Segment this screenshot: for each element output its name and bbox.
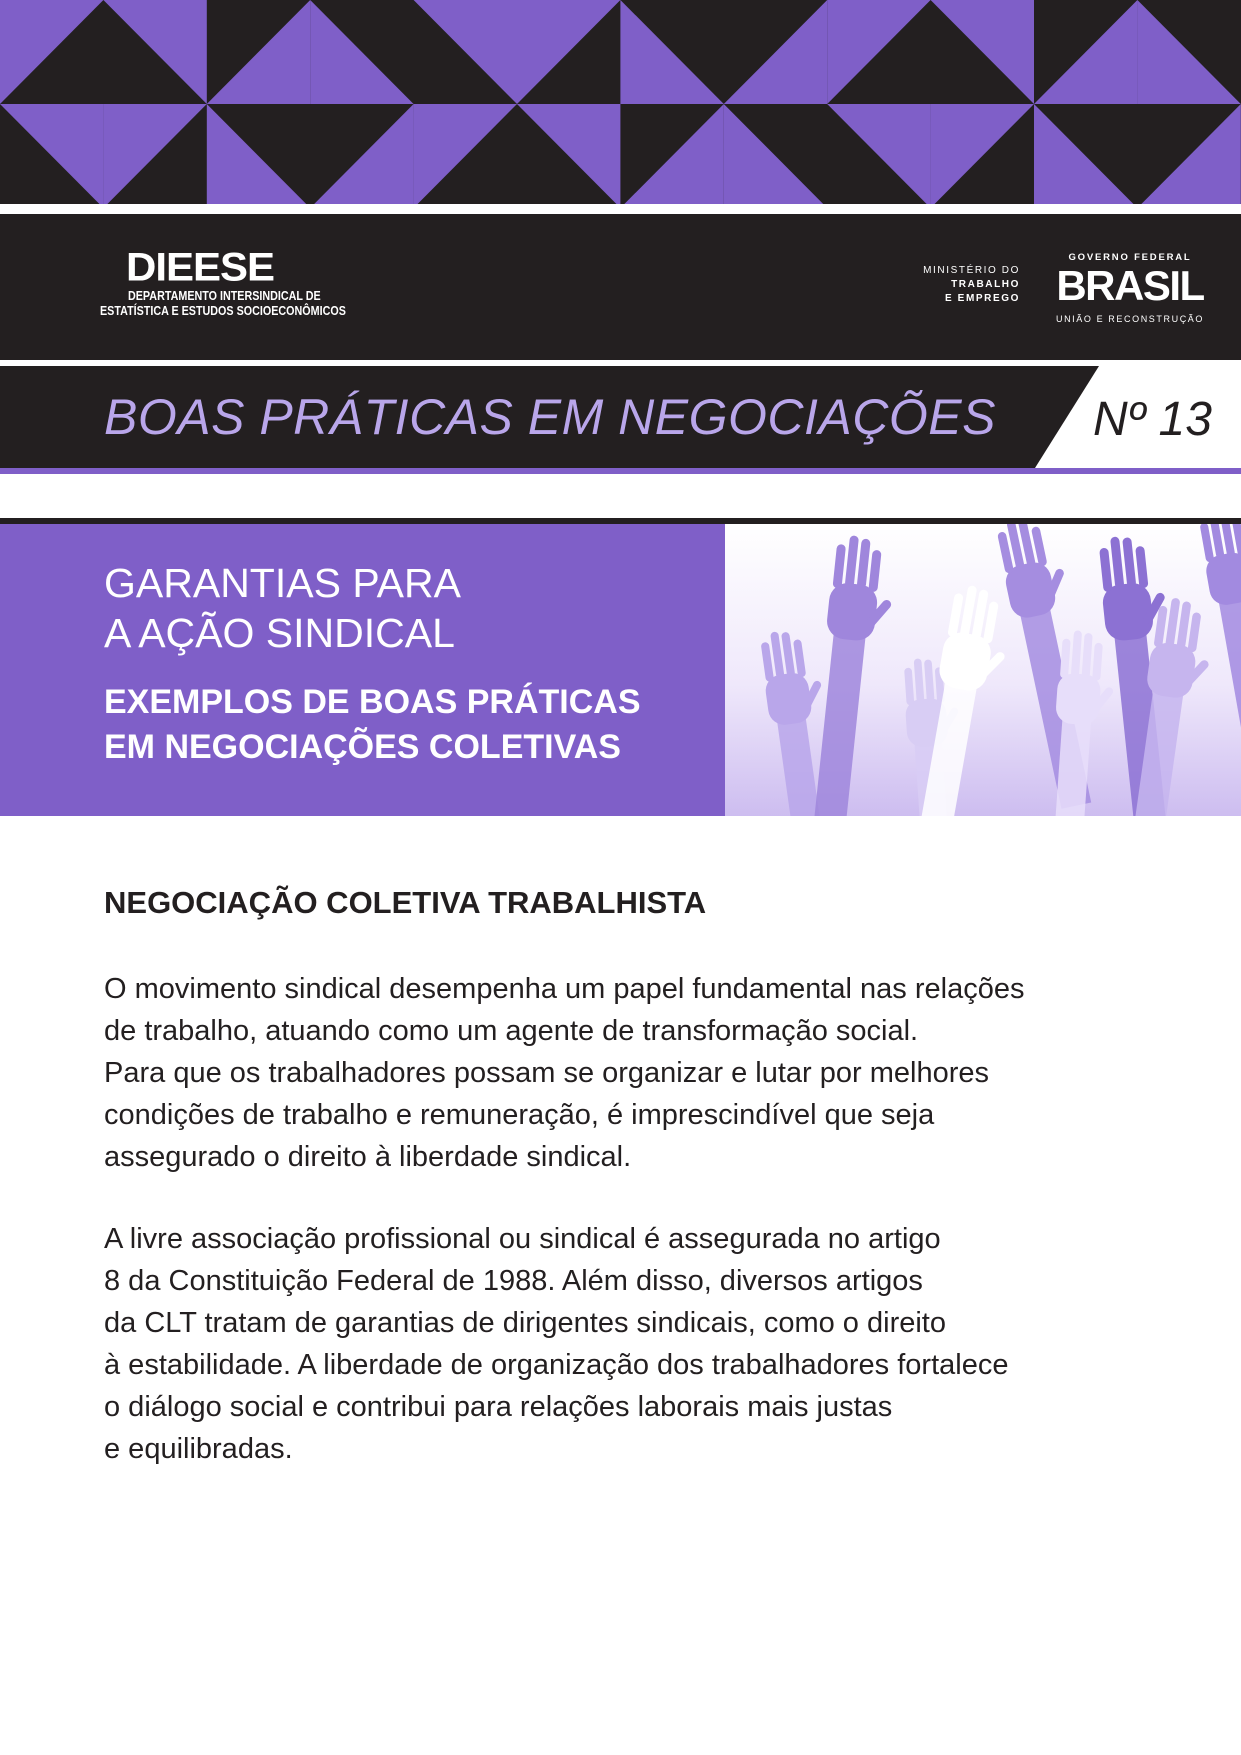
paragraph-2 bbox=[104, 1218, 1008, 1470]
government-top-text: GOVERNO FEDERAL bbox=[1068, 252, 1192, 263]
hero-subtitle-line-2: EM NEGOCIAÇÕES COLETIVAS bbox=[104, 728, 621, 766]
hero-title bbox=[104, 558, 461, 658]
hero-title-line-2: A AÇÃO SINDICAL bbox=[104, 610, 455, 656]
paragraph-2-line: o diálogo social e contribui para relações laborais mais justas bbox=[104, 1391, 893, 1423]
paragraph-1-line: Para que os trabalhadores possam se organizar e lutar por melhores bbox=[104, 1057, 989, 1089]
raised-hands-image bbox=[725, 524, 1241, 816]
ministry-logo bbox=[880, 264, 1020, 306]
ministry-line-3: E EMPREGO bbox=[945, 293, 1020, 304]
hero-subtitle bbox=[104, 680, 641, 770]
paragraph-2-line: e equilibradas. bbox=[104, 1433, 293, 1465]
dieese-logo-text: DIEESE bbox=[126, 244, 275, 289]
decorative-triangle-pattern bbox=[0, 0, 1241, 208]
dieese-subtitle-line-2: ESTATÍSTICA E ESTUDOS SOCIOECONÔMICOS bbox=[100, 304, 346, 318]
ministry-line-1: MINISTÉRIO DO bbox=[923, 265, 1020, 276]
paragraph-2-line: da CLT tratam de garantias de dirigentes sindicais, como o direito bbox=[104, 1307, 946, 1339]
dieese-subtitle-line-1: DEPARTAMENTO INTERSINDICAL DE bbox=[128, 289, 321, 303]
government-logo-text: BRASIL bbox=[1056, 262, 1204, 309]
paragraph-1-line: assegurado o direito à liberdade sindical. bbox=[104, 1141, 632, 1173]
paragraph-2-line: A livre associação profissional ou sindical é assegurada no artigo bbox=[104, 1223, 941, 1255]
hero-subtitle-line-1: EXEMPLOS DE BOAS PRÁTICAS bbox=[104, 683, 641, 721]
ministry-line-2: TRABALHO bbox=[951, 279, 1020, 290]
paragraph-1-line: condições de trabalho e remuneração, é imprescindível que seja bbox=[104, 1099, 935, 1131]
paragraph-2-line: 8 da Constituição Federal de 1988. Além disso, diversos artigos bbox=[104, 1265, 923, 1297]
section-heading: NEGOCIAÇÃO COLETIVA TRABALHISTA bbox=[104, 885, 707, 920]
hero-title-line-1: GARANTIAS PARA bbox=[104, 560, 461, 606]
series-title: BOAS PRÁTICAS EM NEGOCIAÇÕES bbox=[104, 389, 996, 445]
paragraph-2-line: à estabilidade. A liberdade de organização dos trabalhadores fortalece bbox=[104, 1349, 1009, 1381]
issue-number: Nº 13 bbox=[1093, 393, 1212, 446]
paragraph-1-line: O movimento sindical desempenha um papel fundamental nas relações bbox=[104, 973, 1025, 1005]
paragraph-1 bbox=[104, 968, 1024, 1178]
paragraph-1-line: de trabalho, atuando como um agente de transformação social. bbox=[104, 1015, 919, 1047]
series-underline bbox=[0, 468, 1241, 474]
dieese-logo bbox=[100, 246, 370, 326]
government-bottom-text: UNIÃO E RECONSTRUÇÃO bbox=[1055, 314, 1204, 324]
government-logo bbox=[1040, 250, 1220, 330]
